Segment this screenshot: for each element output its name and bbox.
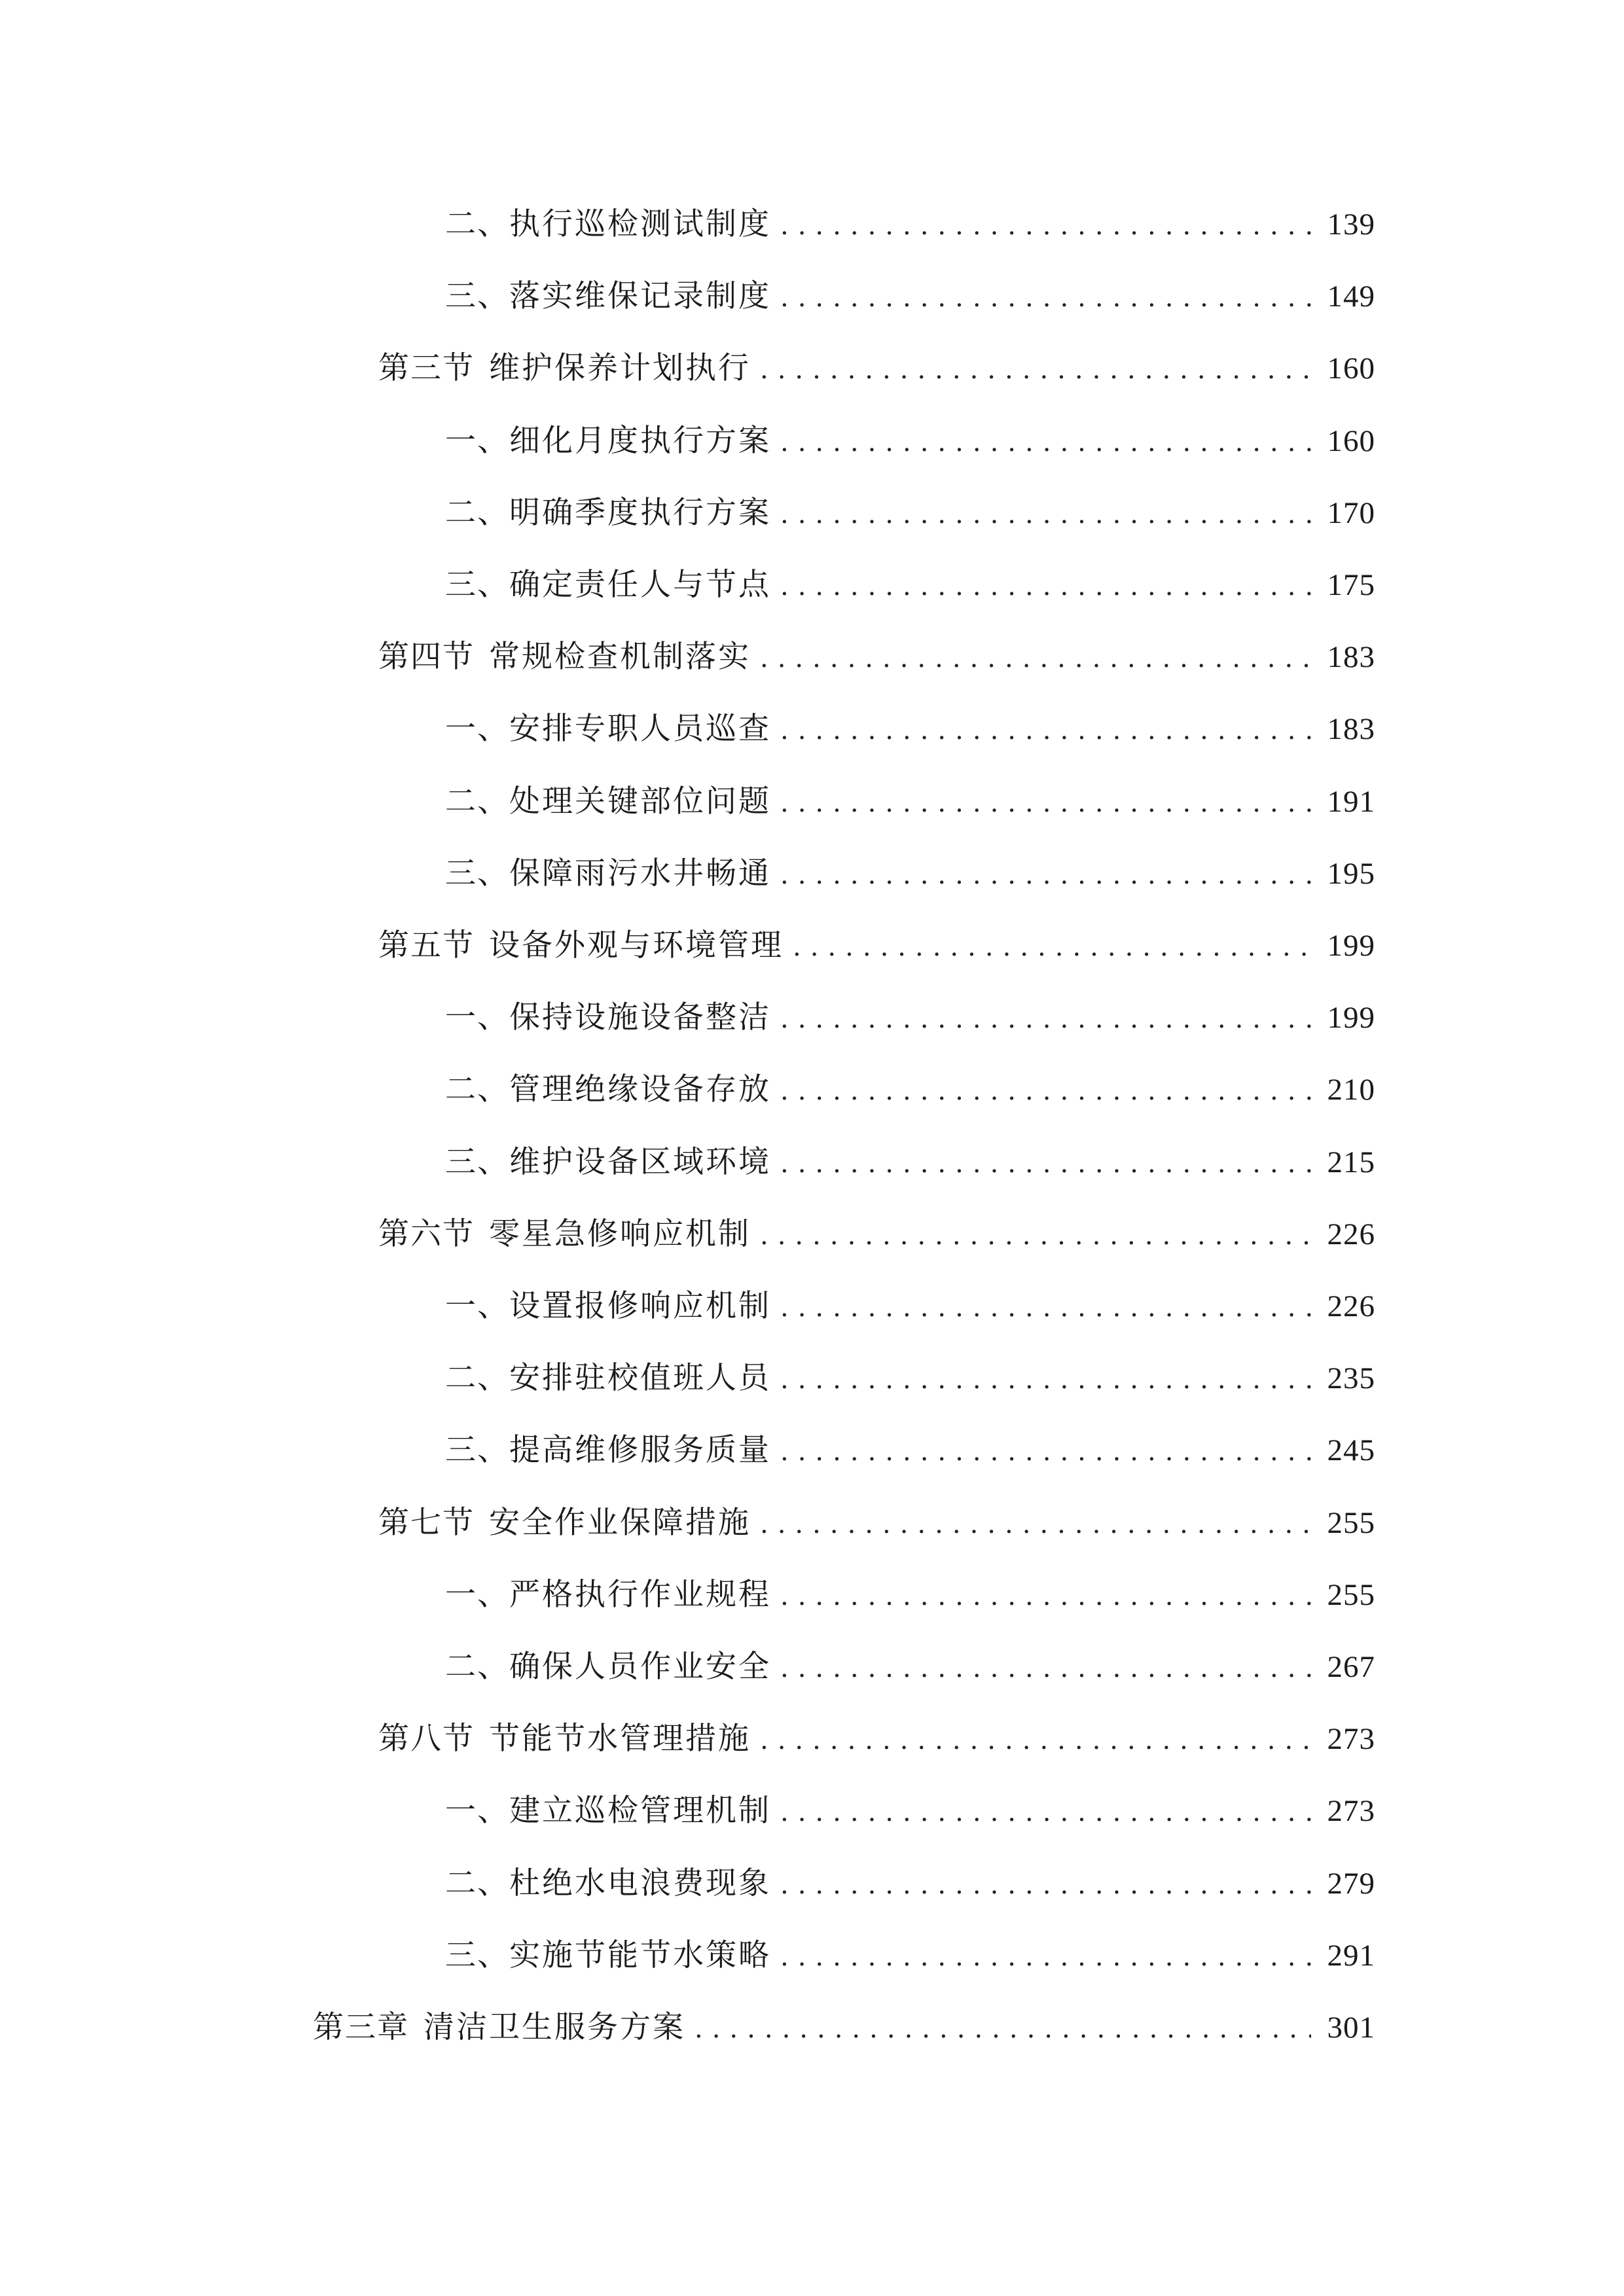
toc-dot-leader: [780, 492, 1311, 537]
toc-dot-leader: [780, 1429, 1311, 1475]
toc-entry-title: 节能节水管理措施: [489, 1721, 751, 1757]
toc-entry-item[interactable]: [445, 490, 1375, 536]
toc-entry-number: 二、: [445, 1865, 509, 1901]
toc-entry-section[interactable]: [378, 923, 1375, 969]
toc-page-number: 291: [1327, 1938, 1375, 1973]
toc-page-number: 255: [1327, 1577, 1375, 1612]
toc-entry-item[interactable]: [445, 274, 1375, 319]
toc-entry-title: 清洁卫生服务方案: [424, 2009, 685, 2045]
toc-entry-number: 三、: [445, 567, 509, 603]
toc-entry-number: 一、: [445, 999, 509, 1036]
toc-entry-number: 第六节: [378, 1215, 475, 1252]
toc-entry-number: 二、: [445, 783, 509, 819]
toc-dot-leader: [780, 708, 1311, 753]
toc-entry-title: 处理关键部位问题: [509, 783, 771, 819]
toc-entry-number: 一、: [445, 1793, 509, 1829]
toc-page-number: 183: [1327, 640, 1375, 675]
toc-entry-number: 三、: [445, 278, 509, 315]
toc-entry-section[interactable]: [378, 1500, 1375, 1546]
toc-dot-leader: [780, 564, 1311, 609]
toc-dot-leader: [780, 420, 1311, 465]
toc-entry-title: 常规检查机制落实: [489, 639, 751, 675]
toc-entry-title: 明确季度执行方案: [509, 494, 771, 531]
toc-dot-leader: [780, 1645, 1311, 1691]
toc-entry-item[interactable]: [445, 1427, 1375, 1473]
toc-page-number: 279: [1327, 1866, 1375, 1901]
toc-entry-title: 建立巡检管理机制: [509, 1793, 771, 1829]
toc-dot-leader: [780, 780, 1311, 826]
toc-dot-leader: [780, 1862, 1311, 1908]
toc-entry-number: 一、: [445, 1288, 509, 1324]
toc-entry-title: 实施节能节水策略: [509, 1937, 771, 1973]
toc-page-number: 160: [1327, 351, 1375, 386]
toc-page-number: 215: [1327, 1145, 1375, 1179]
toc-dot-leader: [760, 1717, 1311, 1763]
toc-entry-item[interactable]: [445, 706, 1375, 752]
toc-entry-section[interactable]: [378, 346, 1375, 391]
toc-entry-item[interactable]: [445, 1861, 1375, 1907]
toc-entry-number: 三、: [445, 1432, 509, 1469]
toc-dot-leader: [760, 1501, 1311, 1547]
toc-entry-item[interactable]: [445, 1572, 1375, 1618]
toc-dot-leader: [780, 852, 1311, 898]
toc-entry-title: 设置报修响应机制: [509, 1288, 771, 1324]
toc-page-number: 267: [1327, 1650, 1375, 1684]
toc-page-number: 199: [1327, 1001, 1375, 1035]
toc-entry-title: 安排专职人员巡查: [509, 711, 771, 747]
toc-page-number: 195: [1327, 856, 1375, 891]
toc-entry-item[interactable]: [445, 1283, 1375, 1329]
toc-entry-number: 三、: [445, 1143, 509, 1180]
toc-entry-item[interactable]: [445, 418, 1375, 464]
toc-entry-item[interactable]: [445, 851, 1375, 897]
toc-entry-item[interactable]: [445, 779, 1375, 825]
toc-page-number: 210: [1327, 1073, 1375, 1107]
toc-entry-number: 二、: [445, 1071, 509, 1108]
toc-page-number: 199: [1327, 929, 1375, 963]
toc-page-number: 226: [1327, 1217, 1375, 1251]
toc-entry-number: 第五节: [378, 927, 475, 963]
toc-page-number: 170: [1327, 495, 1375, 530]
toc-entry-number: 一、: [445, 711, 509, 747]
toc-page-number: 245: [1327, 1433, 1375, 1468]
toc-page-number: 273: [1327, 1722, 1375, 1757]
toc-entry-item[interactable]: [445, 1933, 1375, 1979]
toc-entry-title: 管理绝缘设备存放: [509, 1071, 771, 1108]
toc-entry-number: 第三章: [313, 2009, 409, 2045]
toc-entry-section[interactable]: [378, 634, 1375, 680]
toc-page-number: 160: [1327, 423, 1375, 458]
toc-dot-leader: [780, 1141, 1311, 1187]
toc-entry-section[interactable]: [378, 1716, 1375, 1762]
toc-dot-leader: [780, 1285, 1311, 1331]
toc-dot-leader: [760, 636, 1311, 681]
toc-entry-number: 二、: [445, 494, 509, 531]
toc-entry-title: 提高维修服务质量: [509, 1432, 771, 1469]
toc-dot-leader: [780, 1934, 1311, 1980]
toc-page-number: 273: [1327, 1794, 1375, 1829]
toc-entry-number: 三、: [445, 855, 509, 891]
toc-entry-number: 第七节: [378, 1504, 475, 1541]
toc-entry-title: 保持设施设备整洁: [509, 999, 771, 1036]
toc-entry-number: 第八节: [378, 1721, 475, 1757]
toc-entry-number: 三、: [445, 1937, 509, 1973]
toc-entry-item[interactable]: [445, 995, 1375, 1041]
toc-dot-leader: [793, 924, 1311, 970]
toc-page-number: 255: [1327, 1505, 1375, 1540]
toc-entry-number: 二、: [445, 1649, 509, 1685]
toc-page-number: 235: [1327, 1361, 1375, 1396]
toc-dot-leader: [780, 1357, 1311, 1403]
toc-dot-leader: [780, 203, 1311, 249]
toc-entry-title: 维护设备区域环境: [509, 1143, 771, 1180]
toc-page-number: 301: [1327, 2011, 1375, 2045]
toc-page-number: 175: [1327, 568, 1375, 602]
toc-entry-section[interactable]: [378, 1211, 1375, 1257]
toc-entry-title: 执行巡检测试制度: [509, 206, 771, 242]
toc-dot-leader: [780, 275, 1311, 321]
toc-entry-number: 二、: [445, 206, 509, 242]
toc-entry-number: 一、: [445, 422, 509, 459]
toc-entry-title: 落实维保记录制度: [509, 278, 771, 315]
toc-entry-title: 杜绝水电浪费现象: [509, 1865, 771, 1901]
toc-page-number: 183: [1327, 712, 1375, 747]
toc-entry-item[interactable]: [445, 1788, 1375, 1834]
toc-dot-leader: [695, 2006, 1311, 2052]
toc-entry-item[interactable]: [445, 1139, 1375, 1185]
toc-dot-leader: [780, 1573, 1311, 1619]
toc-dot-leader: [760, 1213, 1311, 1259]
toc-entry-title: 保障雨污水井畅通: [509, 855, 771, 891]
toc-entry-title: 严格执行作业规程: [509, 1576, 771, 1613]
toc-entry-number: 二、: [445, 1360, 509, 1397]
toc-entry-chapter[interactable]: [313, 2005, 1375, 2051]
toc-entry-title: 确保人员作业安全: [509, 1649, 771, 1685]
toc-page-number: 226: [1327, 1289, 1375, 1323]
toc-entry-title: 安排驻校值班人员: [509, 1360, 771, 1397]
toc-entry-number: 第四节: [378, 639, 475, 675]
toc-dot-leader: [780, 1789, 1311, 1835]
toc-dot-leader: [780, 996, 1311, 1042]
toc-dot-leader: [780, 1068, 1311, 1114]
toc-entry-item[interactable]: [445, 1067, 1375, 1113]
toc-entry-title: 确定责任人与节点: [509, 567, 771, 603]
toc-page-number: 149: [1327, 279, 1375, 314]
toc-entry-title: 设备外观与环境管理: [489, 927, 784, 963]
toc-entry-title: 安全作业保障措施: [489, 1504, 751, 1541]
toc-entry-title: 维护保养计划执行: [489, 350, 751, 387]
toc-entry-number: 一、: [445, 1576, 509, 1613]
toc-entry-item[interactable]: [445, 562, 1375, 608]
toc-page-number: 139: [1327, 207, 1375, 242]
toc-entry-title: 细化月度执行方案: [509, 422, 771, 459]
toc-entry-item[interactable]: [445, 1644, 1375, 1690]
toc-dot-leader: [760, 347, 1311, 393]
toc-entry-number: 第三节: [378, 350, 475, 387]
toc-entry-item[interactable]: [445, 1355, 1375, 1401]
toc-entry-item[interactable]: [445, 202, 1375, 247]
toc-page-number: 191: [1327, 784, 1375, 819]
toc-entry-title: 零星急修响应机制: [489, 1215, 751, 1252]
